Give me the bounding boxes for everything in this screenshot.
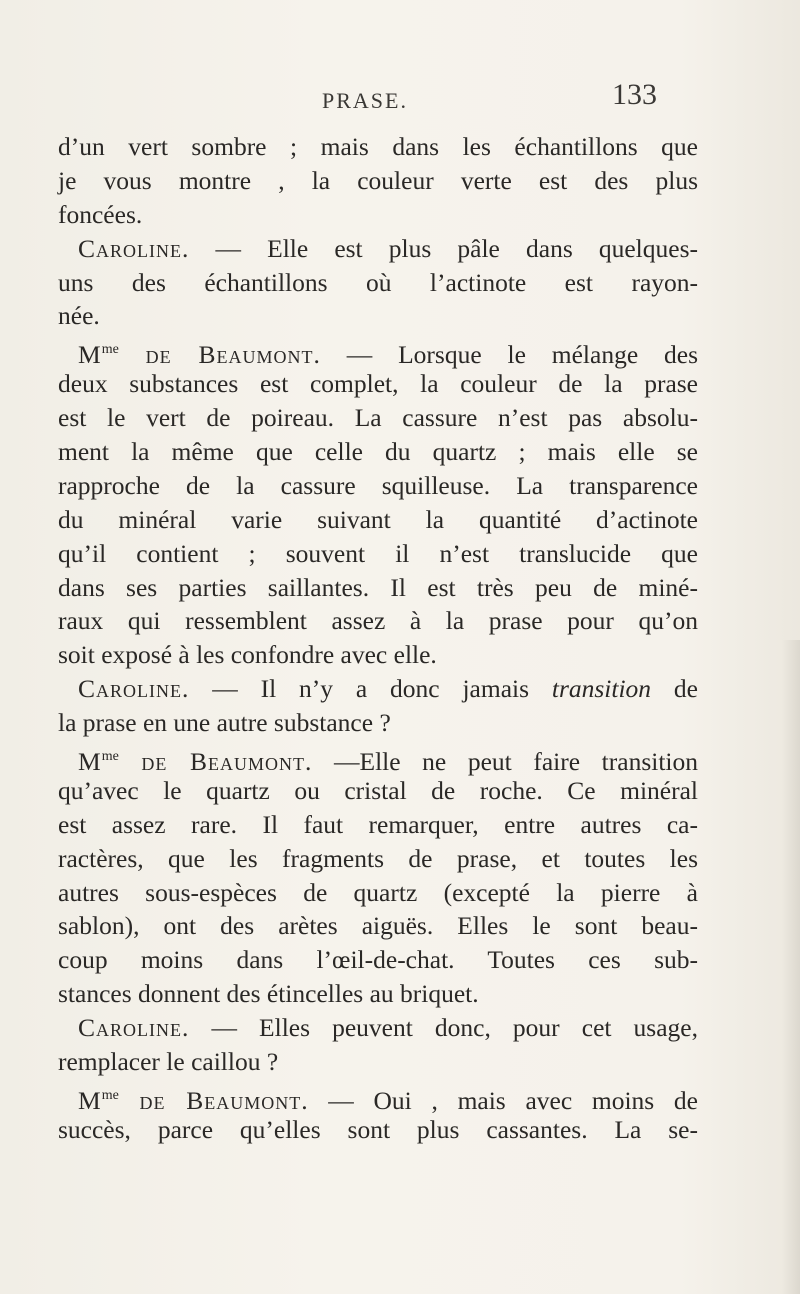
page-number: 133 [612, 78, 657, 111]
text-line: succès, parce qu’elles sont plus cassantes. La se- [58, 1114, 698, 1144]
text-line: raux qui ressemblent assez à la prase pour qu’on [58, 606, 698, 636]
text-line: Caroline. — Elle est plus pâle dans quelques- [78, 233, 698, 263]
text-line: rapproche de la cassure squilleuse. La transparence [58, 470, 698, 500]
text-line: est le vert de poireau. La cassure n’est pas absolu- [58, 403, 698, 433]
speaker-name: Caroline. [78, 1013, 190, 1043]
text-line: dans ses parties saillantes. Il est très peu de miné- [58, 572, 698, 602]
text-line: Caroline. — Elles peuvent donc, pour cet usage, [78, 1013, 698, 1043]
text-line: $M^{me}$ de Beaumont. — Lorsque le mélange des [78, 340, 699, 370]
page-edge-shadow [782, 640, 800, 1294]
text-line: sablon), ont des arètes aiguës. Elles le sont beau- [58, 911, 698, 941]
text-line: ractères, que les fragments de prase, et toutes les [58, 843, 698, 873]
text-line: foncées. [58, 199, 143, 229]
text-line: soit exposé à les confondre avec elle. [58, 640, 437, 670]
text-line: je vous montre , la couleur verte est des plus [58, 165, 698, 195]
text-line: la prase en une autre substance ? [58, 708, 391, 738]
speaker-name: $M^{me}$ de Beaumont. [78, 747, 313, 777]
text-line: stances donnent des étincelles au briquet. [58, 979, 479, 1009]
text-line: coup moins dans l’œil-de-chat. Toutes ces sub- [58, 945, 698, 975]
text-line: uns des échantillons où l’actinote est rayon- [58, 267, 698, 297]
text-line: remplacer le caillou ? [58, 1047, 279, 1077]
speaker-name: Caroline. [78, 674, 190, 704]
text-line: qu’il contient ; souvent il n’est translucide que [58, 538, 698, 568]
speaker-name: $M^{me}$ de Beaumont. [78, 1085, 309, 1115]
text-line: est assez rare. Il faut remarquer, entre autres ca- [58, 809, 698, 839]
text-line: autres sous-espèces de quartz (excepté la pierre à [58, 877, 698, 907]
text-line: née. [58, 301, 100, 331]
text-line: qu’avec le quartz ou cristal de roche. Ce minéral [58, 775, 698, 805]
running-title: PRASE. [322, 88, 408, 113]
page-header [0, 78, 800, 118]
body-text [58, 130, 698, 1147]
text-line: ment la même que celle du quartz ; mais elle se [58, 437, 698, 467]
speaker-name: $M^{me}$ de Beaumont. [78, 340, 321, 370]
text-line: d’un vert sombre ; mais dans les échantillons que [58, 132, 698, 161]
text-line: $M^{me}$ de Beaumont. — Oui , mais avec moins de [78, 1085, 698, 1115]
speaker-name: Caroline. [78, 233, 190, 263]
text-line: du minéral varie suivant la quantité d’actinote [58, 504, 698, 534]
text-line: Caroline. — Il n’y a donc jamais transition de [78, 674, 698, 704]
text-line: $M^{me}$ de Beaumont. —Elle ne peut faire transition [78, 747, 698, 777]
text-line: deux substances est complet, la couleur de la prase [58, 369, 698, 399]
